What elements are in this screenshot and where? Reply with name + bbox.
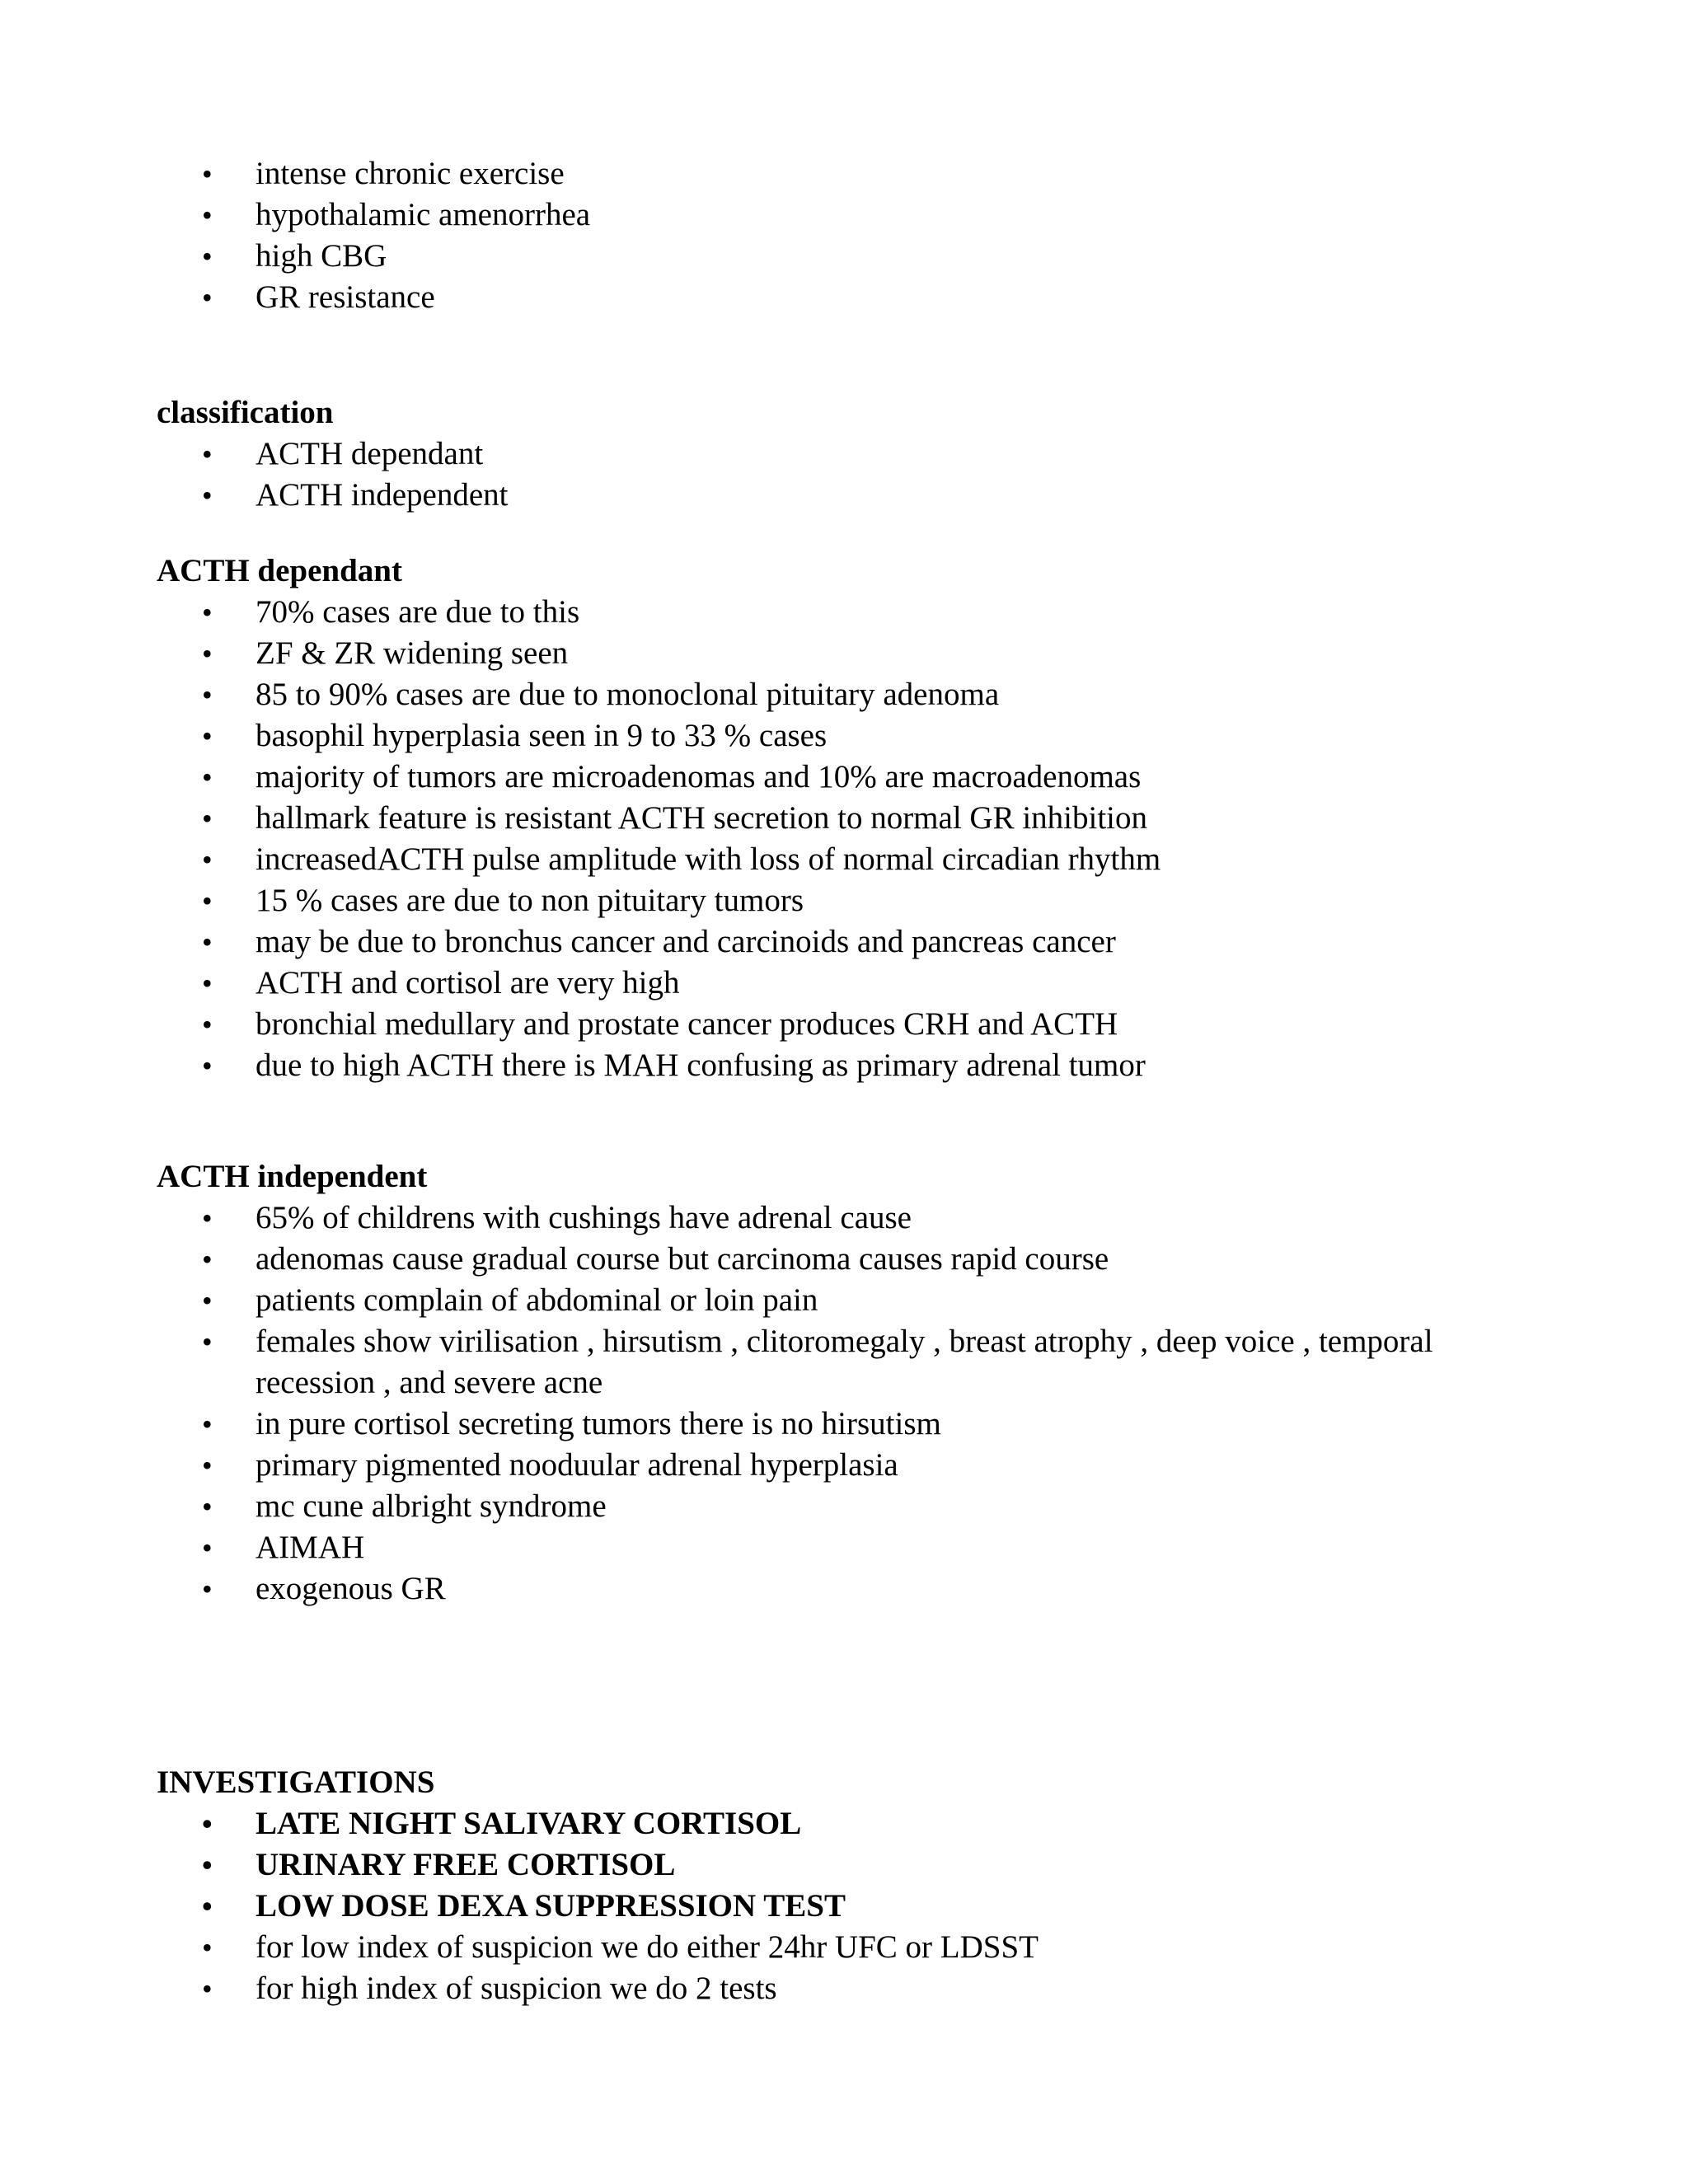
list-item-text: intense chronic exercise xyxy=(256,156,565,191)
acth-independent-list xyxy=(0,1197,1688,1610)
list-item xyxy=(0,1321,1688,1404)
list-item-text: AIMAH xyxy=(256,1530,365,1565)
list-item xyxy=(0,1568,1688,1610)
list-item xyxy=(0,839,1688,880)
list-item xyxy=(0,1239,1688,1280)
bullet-icon: • xyxy=(202,967,213,1000)
intro-list xyxy=(0,153,1688,318)
list-item-text: 70% cases are due to this xyxy=(256,594,580,630)
list-item-text: 85 to 90% cases are due to monoclonal pituitary adenoma xyxy=(256,677,1000,712)
classification-heading: classification xyxy=(157,395,334,430)
bullet-icon: • xyxy=(202,1931,213,1964)
bullet-icon: • xyxy=(202,884,213,917)
bullet-icon: • xyxy=(202,199,213,232)
acth-dependant-list xyxy=(0,592,1688,1086)
list-item-text: LATE NIGHT SALIVARY CORTISOL xyxy=(256,1806,802,1841)
bullet-icon: • xyxy=(202,1243,213,1276)
bullet-icon: • xyxy=(202,1325,213,1358)
list-item xyxy=(0,1486,1688,1527)
list-item xyxy=(0,1197,1688,1239)
list-item-text: primary pigmented nooduular adrenal hyperplasia xyxy=(256,1447,898,1483)
list-item-text: due to high ACTH there is MAH confusing as primary adrenal tumor xyxy=(256,1047,1146,1083)
bullet-icon: • xyxy=(202,637,213,670)
bullet-icon: • xyxy=(202,1890,213,1923)
list-item-text: increasedACTH pulse amplitude with loss of normal circadian rhythm xyxy=(256,841,1161,877)
bullet-icon: • xyxy=(202,1490,213,1523)
list-item-text: for high index of suspicion we do 2 tests xyxy=(256,1971,777,2006)
bullet-icon: • xyxy=(202,678,213,711)
list-item-text: exogenous GR xyxy=(256,1571,446,1606)
list-item xyxy=(0,1445,1688,1486)
list-item-text: 15 % cases are due to non pituitary tumors xyxy=(256,883,804,918)
list-item-text: 65% of childrens with cushings have adrenal cause xyxy=(256,1200,912,1235)
bullet-icon: • xyxy=(202,1849,213,1882)
list-item-text: ACTH and cortisol are very high xyxy=(256,965,680,1001)
list-item-text: ZF & ZR widening seen xyxy=(256,635,569,671)
list-item xyxy=(0,475,1688,516)
bullet-icon: • xyxy=(202,438,213,471)
list-item-text: mc cune albright syndrome xyxy=(256,1488,607,1524)
bullet-icon: • xyxy=(202,1531,213,1564)
list-item xyxy=(0,1045,1688,1086)
bullet-icon: • xyxy=(202,926,213,958)
list-item xyxy=(0,194,1688,236)
list-item xyxy=(0,715,1688,757)
bullet-icon: • xyxy=(202,479,213,512)
bullet-icon: • xyxy=(202,719,213,752)
list-item xyxy=(0,798,1688,839)
list-item xyxy=(0,921,1688,963)
acth-dependant-heading: ACTH dependant xyxy=(157,553,402,588)
list-item xyxy=(0,633,1688,674)
list-item xyxy=(0,1404,1688,1445)
classification-list xyxy=(0,434,1688,516)
list-item xyxy=(0,1004,1688,1045)
list-item xyxy=(0,277,1688,318)
acth-independent-heading: ACTH independent xyxy=(157,1159,428,1194)
bullet-icon: • xyxy=(202,802,213,835)
investigations-list xyxy=(0,1803,1688,2009)
bullet-icon: • xyxy=(202,761,213,794)
list-item xyxy=(0,1886,1688,1927)
bullet-icon: • xyxy=(202,240,213,273)
bullet-icon: • xyxy=(202,1008,213,1041)
list-item-text: in pure cortisol secreting tumors there is no hirsutism xyxy=(256,1406,941,1441)
bullet-icon: • xyxy=(202,1284,213,1317)
list-item xyxy=(0,592,1688,633)
list-item xyxy=(0,236,1688,277)
bullet-icon: • xyxy=(202,1972,213,2005)
bullet-icon: • xyxy=(202,1449,213,1482)
bullet-icon: • xyxy=(202,1202,213,1235)
list-item xyxy=(0,1280,1688,1321)
list-item xyxy=(0,880,1688,921)
list-item xyxy=(0,434,1688,475)
bullet-icon: • xyxy=(202,596,213,629)
list-item xyxy=(0,1803,1688,1844)
list-item-text: ACTH independent xyxy=(256,477,509,513)
list-item-text: basophil hyperplasia seen in 9 to 33 % cases xyxy=(256,718,828,753)
list-item-text: hypothalamic amenorrhea xyxy=(256,197,591,232)
list-item xyxy=(0,963,1688,1004)
list-item xyxy=(0,153,1688,194)
list-item-text: may be due to bronchus cancer and carcinoids and pancreas cancer xyxy=(256,924,1116,959)
bullet-icon: • xyxy=(202,1408,213,1441)
list-item-text: females show virilisation , hirsutism , clitoromegaly , breast atrophy , deep voice , temporal recession , and severe acne xyxy=(256,1324,1433,1400)
list-item-text: bronchial medullary and prostate cancer produces CRH and ACTH xyxy=(256,1006,1118,1042)
list-item-text: GR resistance xyxy=(256,279,435,315)
list-item-text: adenomas cause gradual course but carcinoma causes rapid course xyxy=(256,1241,1109,1277)
list-item-text: LOW DOSE DEXA SUPPRESSION TEST xyxy=(256,1888,846,1924)
list-item xyxy=(0,1927,1688,1968)
bullet-icon: • xyxy=(202,843,213,876)
list-item-text: for low index of suspicion we do either 24hr UFC or LDSST xyxy=(256,1929,1039,1965)
bullet-icon: • xyxy=(202,1049,213,1082)
list-item xyxy=(0,1527,1688,1568)
bullet-icon: • xyxy=(202,1572,213,1605)
list-item xyxy=(0,1844,1688,1886)
list-item-text: high CBG xyxy=(256,238,387,274)
list-item-text: ACTH dependant xyxy=(256,436,484,471)
list-item xyxy=(0,674,1688,715)
bullet-icon: • xyxy=(202,157,213,190)
list-item-text: URINARY FREE CORTISOL xyxy=(256,1847,676,1882)
list-item xyxy=(0,757,1688,798)
bullet-icon: • xyxy=(202,281,213,314)
list-item-text: hallmark feature is resistant ACTH secretion to normal GR inhibition xyxy=(256,800,1148,836)
investigations-heading: INVESTIGATIONS xyxy=(157,1765,435,1800)
list-item-text: patients complain of abdominal or loin pain xyxy=(256,1282,818,1318)
list-item xyxy=(0,1968,1688,2009)
list-item-text: majority of tumors are microadenomas and 10% are macroadenomas xyxy=(256,759,1142,794)
bullet-icon: • xyxy=(202,1807,213,1840)
